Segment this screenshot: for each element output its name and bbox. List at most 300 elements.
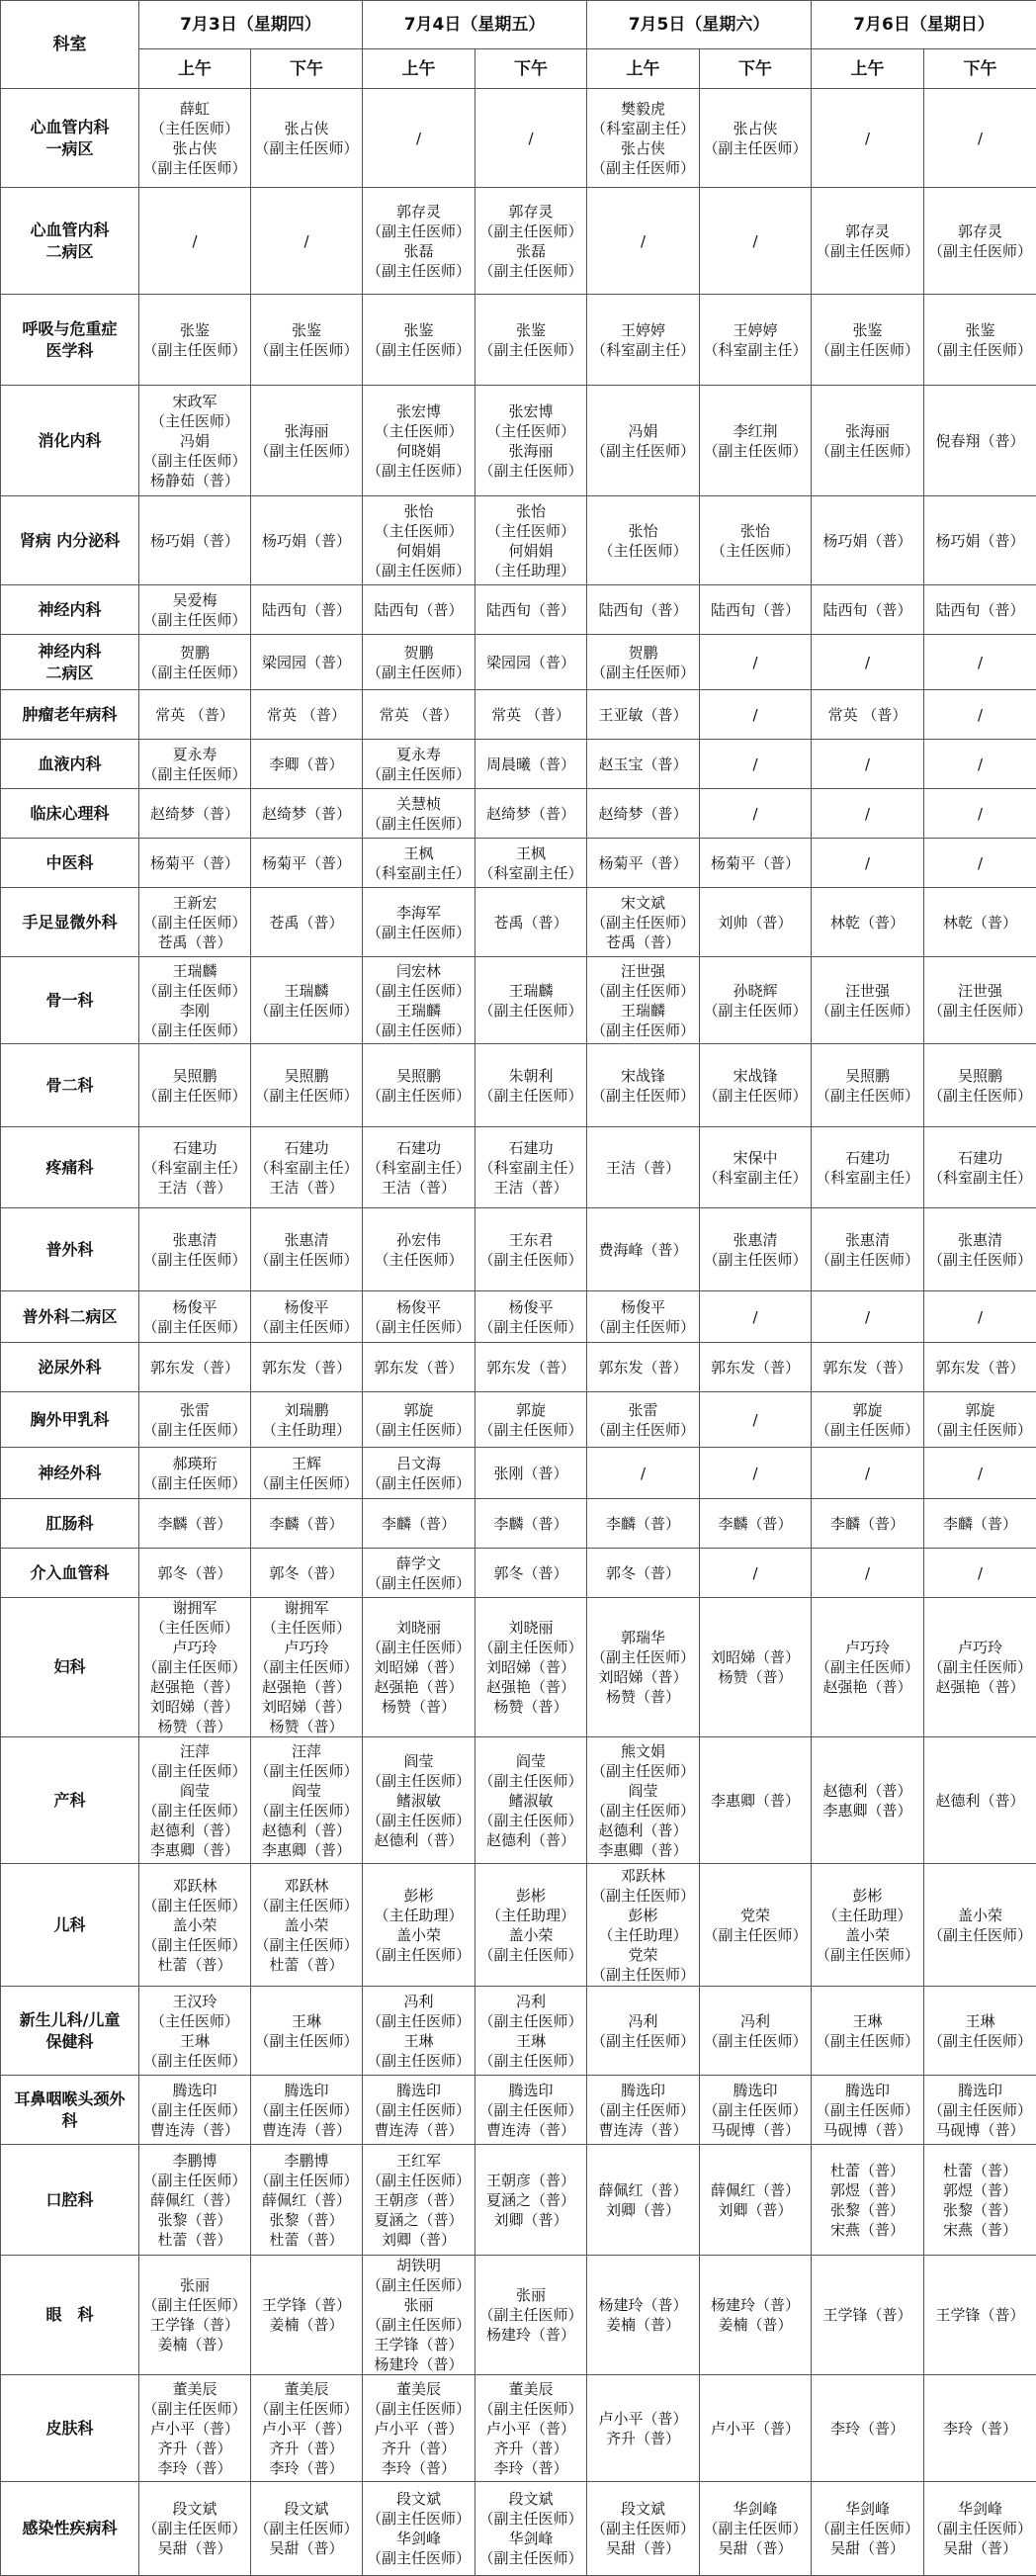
doctor-entry: 宋文斌 <box>589 893 697 913</box>
doctor-entry: 赵德利（普） <box>253 1821 360 1840</box>
doctor-cell <box>363 1343 475 1392</box>
doctor-entry: 华剑峰 <box>702 2499 809 2519</box>
am-header: 上午 <box>812 49 924 89</box>
doctor-entry: （副主任医师） <box>365 923 473 942</box>
doctor-entry: 薛佩红（普） <box>253 2190 360 2210</box>
department-name-line: 妇科 <box>3 1656 136 1678</box>
doctor-entry: 夏涵之（普） <box>365 2210 473 2230</box>
doctor-cell <box>475 1987 587 2076</box>
doctor-entry: 腾选印 <box>814 2081 921 2100</box>
doctor-entry: 杨菊平（普） <box>253 853 360 873</box>
doctor-entry: （副主任医师） <box>141 1935 248 1955</box>
doctor-entry: （主任医师） <box>141 2011 248 2031</box>
doctor-entry: 郭冬（普） <box>141 1563 248 1583</box>
doctor-entry: （副主任医师） <box>814 2031 921 2051</box>
doctor-cell <box>363 2375 475 2482</box>
doctor-entry: （科室副主任） <box>253 1158 360 1178</box>
doctor-entry: （副主任医师） <box>365 2171 473 2190</box>
doctor-entry: （副主任医师） <box>141 1896 248 1915</box>
doctor-entry: 王枫 <box>477 844 584 863</box>
department-name-line: 普外科 <box>3 1239 136 1261</box>
doctor-cell <box>587 635 700 690</box>
doctor-entry: / <box>702 653 809 672</box>
doctor-entry: （副主任医师） <box>477 2051 584 2071</box>
doctor-entry: / <box>702 1464 809 1483</box>
doctor-entry: 刘昭娣（普） <box>702 1647 809 1667</box>
doctor-entry: 杨建玲（普） <box>702 2295 809 2315</box>
doctor-cell <box>139 1549 251 1598</box>
doctor-cell <box>587 496 700 585</box>
doctor-entry: 王亚敏（普） <box>589 705 697 725</box>
doctor-entry: （副主任医师） <box>926 1657 1034 1677</box>
doctor-entry: 王瑞麟 <box>589 1001 697 1021</box>
doctor-entry: 宋战锋 <box>589 1066 697 1086</box>
doctor-entry: （副主任医师） <box>141 1473 248 1493</box>
doctor-cell <box>924 1987 1036 2076</box>
doctor-entry: 郭旋 <box>814 1400 921 1420</box>
doctor-entry: 汪世强 <box>589 961 697 981</box>
doctor-entry: 姜楠（普） <box>702 2315 809 2335</box>
doctor-entry: 宋燕（普） <box>926 2220 1034 2240</box>
doctor-entry: 腾选印 <box>589 2081 697 2100</box>
doctor-cell <box>812 585 924 635</box>
doctor-entry: 杨赞（普） <box>253 1717 360 1736</box>
doctor-cell <box>139 957 251 1044</box>
doctor-entry: 薛佩红（普） <box>141 2190 248 2210</box>
table-row <box>1 2256 1036 2375</box>
doctor-entry: 王朝彦（普） <box>365 2190 473 2210</box>
doctor-entry: 鳍淑敏 <box>365 1791 473 1811</box>
doctor-cell <box>251 2482 363 2576</box>
doctor-entry: / <box>589 1464 697 1483</box>
doctor-cell <box>475 740 587 789</box>
doctor-entry: （副主任医师） <box>365 340 473 360</box>
doctor-entry: 张占侠 <box>589 138 697 158</box>
doctor-entry: 曹连涛（普） <box>141 2120 248 2140</box>
doctor-entry: 王婷婷 <box>702 320 809 340</box>
doctor-entry: （主任助理） <box>589 1925 697 1945</box>
doctor-entry: （副主任医师） <box>365 1420 473 1440</box>
doctor-entry: 王红军 <box>365 2151 473 2171</box>
department-name-line: 神经外科 <box>3 1463 136 1484</box>
doctor-entry: 张鉴 <box>253 320 360 340</box>
doctor-cell <box>812 1549 924 1598</box>
table-row <box>1 1291 1036 1343</box>
doctor-cell <box>139 585 251 635</box>
doctor-entry: （副主任医师） <box>926 340 1034 360</box>
doctor-cell <box>251 188 363 295</box>
doctor-cell <box>475 1127 587 1208</box>
department-name <box>1 1291 139 1343</box>
doctor-entry: 彭彬 <box>365 1886 473 1906</box>
department-name <box>1 1044 139 1127</box>
doctor-entry: （副主任医师） <box>365 1638 473 1657</box>
doctor-entry: 王学锋（普） <box>814 2305 921 2325</box>
doctor-entry: （副主任医师） <box>253 2100 360 2120</box>
doctor-entry: 张黎（普） <box>141 2210 248 2230</box>
doctor-cell <box>587 386 700 496</box>
doctor-cell <box>587 295 700 386</box>
doctor-entry: 李麟（普） <box>814 1514 921 1534</box>
doctor-entry: （主任医师） <box>477 521 584 541</box>
doctor-entry: / <box>814 129 921 148</box>
doctor-cell <box>700 690 812 740</box>
doctor-cell <box>924 1392 1036 1448</box>
department-name-line: 中医科 <box>3 852 136 874</box>
doctor-entry: 汪萍 <box>253 1741 360 1761</box>
doctor-cell <box>587 1291 700 1343</box>
doctor-entry: / <box>814 653 921 672</box>
doctor-entry: 卢小平（普） <box>141 2419 248 2439</box>
doctor-entry: 张鉴 <box>141 320 248 340</box>
department-name-line: 心血管内科 <box>3 117 136 138</box>
doctor-cell <box>251 957 363 1044</box>
doctor-entry: 贺鹏 <box>365 643 473 663</box>
doctor-entry: （副主任医师） <box>477 2399 584 2419</box>
department-name-line: 骨一科 <box>3 990 136 1012</box>
doctor-cell <box>812 295 924 386</box>
doctor-cell <box>475 295 587 386</box>
doctor-entry: / <box>702 231 809 251</box>
doctor-entry: 刘昭娣（普） <box>141 1697 248 1717</box>
doctor-entry: （副主任医师） <box>141 2519 248 2538</box>
doctor-entry: （副主任医师） <box>253 441 360 461</box>
doctor-entry: 张怡 <box>702 521 809 541</box>
department-name-line: 普外科二病区 <box>3 1306 136 1328</box>
doctor-entry: 张海丽 <box>253 421 360 441</box>
doctor-entry: 梁园园（普） <box>253 653 360 672</box>
department-name-line: 神经内科 <box>3 599 136 621</box>
doctor-cell <box>139 1448 251 1499</box>
doctor-entry: （主任医师） <box>141 1618 248 1638</box>
doctor-cell <box>587 740 700 789</box>
doctor-entry: 郭瑞华 <box>589 1628 697 1647</box>
department-name <box>1 1598 139 1737</box>
doctor-entry: （副主任医师） <box>253 1317 360 1337</box>
doctor-entry: （副主任医师） <box>702 1925 809 1945</box>
doctor-cell <box>363 839 475 888</box>
doctor-entry: 王琳 <box>814 2011 921 2031</box>
doctor-entry: 张怡 <box>589 521 697 541</box>
doctor-entry: 刘瑞鹏 <box>253 1400 360 1420</box>
doctor-entry: 齐升（普） <box>477 2439 584 2458</box>
doctor-entry: 熊文娟 <box>589 1741 697 1761</box>
doctor-entry: 王琳 <box>365 2031 473 2051</box>
department-name-line: 保健科 <box>3 2031 136 2053</box>
doctor-cell <box>363 2256 475 2375</box>
doctor-entry: 董美辰 <box>365 2379 473 2399</box>
doctor-entry: 李鹏博 <box>141 2151 248 2171</box>
doctor-entry: 吴照鹏 <box>253 1066 360 1086</box>
doctor-cell <box>139 2256 251 2375</box>
doctor-cell <box>924 690 1036 740</box>
am-header: 上午 <box>139 49 251 89</box>
doctor-entry: 张黎（普） <box>814 2200 921 2220</box>
table-row <box>1 1392 1036 1448</box>
doctor-entry: 王瑞麟 <box>253 981 360 1001</box>
doctor-entry: （副主任医师） <box>141 2100 248 2120</box>
doctor-entry: （副主任医师） <box>365 461 473 481</box>
doctor-cell <box>587 2145 700 2256</box>
doctor-entry: 郭煜（普） <box>814 2180 921 2200</box>
doctor-entry: 吴照鹏 <box>926 1066 1034 1086</box>
doctor-entry: 郭冬（普） <box>477 1563 584 1583</box>
doctor-cell <box>251 740 363 789</box>
doctor-cell <box>363 1291 475 1343</box>
doctor-cell <box>587 1499 700 1549</box>
doctor-entry: 杜蕾（普） <box>253 2230 360 2250</box>
doctor-cell <box>251 888 363 957</box>
department-name <box>1 957 139 1044</box>
doctor-entry: 陆西旬（普） <box>926 600 1034 620</box>
doctor-cell <box>139 1208 251 1291</box>
doctor-entry: 腾选印 <box>365 2081 473 2100</box>
doctor-entry: 吴照鹏 <box>141 1066 248 1086</box>
department-name-line: 感染性疾病科 <box>3 2518 136 2539</box>
table-row <box>1 2145 1036 2256</box>
doctor-entry: 王东君 <box>477 1230 584 1250</box>
doctor-entry: （副主任医师） <box>365 2100 473 2120</box>
doctor-entry: 华剑峰 <box>814 2499 921 2519</box>
doctor-entry: 张黎（普） <box>253 2210 360 2230</box>
doctor-cell <box>700 1392 812 1448</box>
doctor-entry: 腾选印 <box>702 2081 809 2100</box>
doctor-cell <box>924 89 1036 188</box>
doctor-cell <box>475 1208 587 1291</box>
department-name-line: 临床心理科 <box>3 803 136 825</box>
doctor-entry: 杨俊平 <box>365 1297 473 1317</box>
doctor-entry: （科室副主任） <box>141 1158 248 1178</box>
doctor-entry: 吴甜（普） <box>141 2538 248 2558</box>
doctor-entry: （副主任医师） <box>365 1771 473 1791</box>
doctor-cell <box>475 2076 587 2145</box>
doctor-cell <box>251 789 363 839</box>
doctor-entry: （副主任医师） <box>365 222 473 241</box>
doctor-entry: （副主任医师） <box>926 1086 1034 1106</box>
doctor-entry: 吴甜（普） <box>253 2538 360 2558</box>
doctor-entry: 张丽 <box>141 2275 248 2295</box>
doctor-cell <box>924 2145 1036 2256</box>
doctor-entry: 腾选印 <box>141 2081 248 2100</box>
doctor-entry: 郭存灵 <box>926 222 1034 241</box>
doctor-cell <box>700 1987 812 2076</box>
doctor-cell <box>700 1499 812 1549</box>
table-row <box>1 1343 1036 1392</box>
doctor-entry: 郭冬（普） <box>589 1563 697 1583</box>
doctor-entry: 张惠清 <box>141 1230 248 1250</box>
doctor-cell <box>924 1499 1036 1549</box>
department-name-line: 介入血管科 <box>3 1562 136 1584</box>
doctor-entry: 宋战锋 <box>702 1066 809 1086</box>
department-name-line: 肿瘤老年病科 <box>3 704 136 726</box>
doctor-entry: 盖小荣 <box>253 1915 360 1935</box>
am-header: 上午 <box>587 49 700 89</box>
doctor-cell <box>924 585 1036 635</box>
doctor-entry: 李玲（普） <box>926 2419 1034 2439</box>
doctor-entry: （副主任医师） <box>926 1420 1034 1440</box>
doctor-cell <box>251 1343 363 1392</box>
doctor-cell <box>700 2482 812 2576</box>
doctor-cell <box>251 1392 363 1448</box>
department-name <box>1 1864 139 1987</box>
doctor-cell <box>924 1549 1036 1598</box>
doctor-entry: 李惠卿（普） <box>702 1791 809 1811</box>
doctor-entry: 李玲（普） <box>253 2458 360 2478</box>
doctor-cell <box>812 839 924 888</box>
doctor-cell <box>587 1448 700 1499</box>
doctor-entry: 周晨曦（普） <box>477 755 584 774</box>
doctor-entry: 杨巧娟（普） <box>926 531 1034 551</box>
doctor-cell <box>139 1598 251 1737</box>
doctor-entry: 冯利 <box>589 2011 697 2031</box>
doctor-entry: 胡铁明 <box>365 2256 473 2275</box>
doctor-cell <box>700 635 812 690</box>
doctor-cell <box>251 690 363 740</box>
doctor-entry: / <box>702 1563 809 1583</box>
doctor-entry: 陆西旬（普） <box>702 600 809 620</box>
doctor-entry: 郭东发（普） <box>141 1358 248 1377</box>
doctor-cell <box>587 888 700 957</box>
doctor-cell <box>139 789 251 839</box>
doctor-entry: 杨赞（普） <box>702 1667 809 1687</box>
department-name-line: 眼 科 <box>3 2304 136 2326</box>
doctor-entry: （副主任医师） <box>477 2011 584 2031</box>
doctor-entry: 邓跃林 <box>589 1866 697 1886</box>
doctor-cell <box>812 740 924 789</box>
doctor-cell <box>924 888 1036 957</box>
doctor-entry: 董美辰 <box>141 2379 248 2399</box>
doctor-cell <box>139 1737 251 1864</box>
doctor-entry: 苍禹（普） <box>589 933 697 952</box>
doctor-entry: 张惠清 <box>926 1230 1034 1250</box>
doctor-cell <box>363 1044 475 1127</box>
doctor-cell <box>363 1987 475 2076</box>
doctor-entry: （副主任医师） <box>141 2399 248 2419</box>
doctor-entry: 段文斌 <box>477 2489 584 2509</box>
doctor-cell <box>363 1737 475 1864</box>
doctor-entry: 曹连涛（普） <box>253 2120 360 2140</box>
doctor-entry: （副主任医师） <box>589 1886 697 1906</box>
doctor-entry: 杨赞（普） <box>477 1697 584 1717</box>
department-name <box>1 839 139 888</box>
doctor-entry: 杨菊平（普） <box>141 853 248 873</box>
doctor-entry: （主任医师） <box>365 1250 473 1270</box>
doctor-entry: （副主任医师） <box>814 2100 921 2120</box>
doctor-entry: 李刚 <box>141 1001 248 1021</box>
doctor-entry: 郭旋 <box>477 1400 584 1420</box>
doctor-cell <box>139 1127 251 1208</box>
doctor-entry: 赵强艳（普） <box>253 1677 360 1697</box>
doctor-entry: （副主任医师） <box>141 158 248 178</box>
doctor-entry: （副主任医师） <box>253 138 360 158</box>
doctor-entry: （副主任医师） <box>814 441 921 461</box>
doctor-entry: （副主任医师） <box>141 764 248 784</box>
doctor-entry: 郭东发（普） <box>926 1358 1034 1377</box>
doctor-entry: 李麟（普） <box>365 1514 473 1534</box>
doctor-entry: （副主任医师） <box>141 610 248 630</box>
doctor-entry: （副主任医师） <box>253 2031 360 2051</box>
doctor-entry: 腾选印 <box>253 2081 360 2100</box>
doctor-entry: / <box>253 231 360 251</box>
doctor-entry: 杜蕾（普） <box>141 1955 248 1975</box>
doctor-cell <box>251 496 363 585</box>
doctor-cell <box>475 1737 587 1864</box>
doctor-cell <box>139 1291 251 1343</box>
doctor-entry: （副主任医师） <box>814 1086 921 1106</box>
doctor-entry: 林乾（普） <box>926 913 1034 933</box>
doctor-entry: 刘卿（普） <box>589 2200 697 2220</box>
doctor-cell <box>251 295 363 386</box>
department-name <box>1 1392 139 1448</box>
doctor-entry: 赵德利（普） <box>477 1830 584 1850</box>
doctor-entry: 王学锋（普） <box>141 2315 248 2335</box>
doctor-entry: 张刚（普） <box>477 1464 584 1483</box>
doctor-cell <box>363 386 475 496</box>
doctor-cell <box>587 789 700 839</box>
table-row <box>1 690 1036 740</box>
department-name <box>1 386 139 496</box>
doctor-cell <box>251 1448 363 1499</box>
doctor-entry: / <box>814 853 921 873</box>
doctor-entry: 张宏博 <box>365 401 473 421</box>
table-row <box>1 839 1036 888</box>
doctor-entry: 华剑峰 <box>926 2499 1034 2519</box>
doctor-cell <box>812 635 924 690</box>
doctor-cell <box>587 2076 700 2145</box>
table-row <box>1 89 1036 188</box>
doctor-entry: （主任医师） <box>477 421 584 441</box>
doctor-entry: 李玲（普） <box>477 2458 584 2478</box>
doctor-entry: 吴甜（普） <box>589 2538 697 2558</box>
doctor-cell <box>139 1864 251 1987</box>
doctor-cell <box>924 789 1036 839</box>
doctor-entry: （副主任医师） <box>141 981 248 1001</box>
table-row <box>1 1208 1036 1291</box>
doctor-entry: 卢小平（普） <box>589 2409 697 2429</box>
doctor-entry: 夏永寿 <box>141 745 248 764</box>
doctor-cell <box>700 1343 812 1392</box>
doctor-cell <box>363 1864 475 1987</box>
table-row <box>1 2076 1036 2145</box>
doctor-cell <box>812 789 924 839</box>
doctor-entry: 吴甜（普） <box>702 2538 809 2558</box>
doctor-cell <box>812 1737 924 1864</box>
doctor-entry: （科室副主任） <box>365 1158 473 1178</box>
doctor-entry: （副主任医师） <box>365 2275 473 2295</box>
doctor-cell <box>139 386 251 496</box>
doctor-entry: 张丽 <box>365 2295 473 2315</box>
doctor-entry: 汪世强 <box>814 981 921 1001</box>
doctor-entry: （副主任医师） <box>814 1420 921 1440</box>
doctor-entry: 郭东发（普） <box>477 1358 584 1377</box>
department-name <box>1 585 139 635</box>
doctor-entry: （副主任医师） <box>365 663 473 682</box>
doctor-entry: / <box>814 1563 921 1583</box>
doctor-cell <box>924 2076 1036 2145</box>
doctor-entry: 薛佩红（普） <box>589 2180 697 2200</box>
doctor-entry: （副主任医师） <box>477 340 584 360</box>
doctor-cell <box>139 295 251 386</box>
doctor-entry: 郭东发（普） <box>814 1358 921 1377</box>
doctor-entry: 张惠清 <box>253 1230 360 1250</box>
doctor-cell <box>139 888 251 957</box>
doctor-entry: 阎莹 <box>477 1751 584 1771</box>
doctor-entry: （副主任医师） <box>253 1801 360 1821</box>
doctor-cell <box>251 2256 363 2375</box>
doctor-entry: 梁园园（普） <box>477 653 584 672</box>
doctor-entry: 贺鹏 <box>141 643 248 663</box>
doctor-entry: 石建功 <box>365 1138 473 1158</box>
